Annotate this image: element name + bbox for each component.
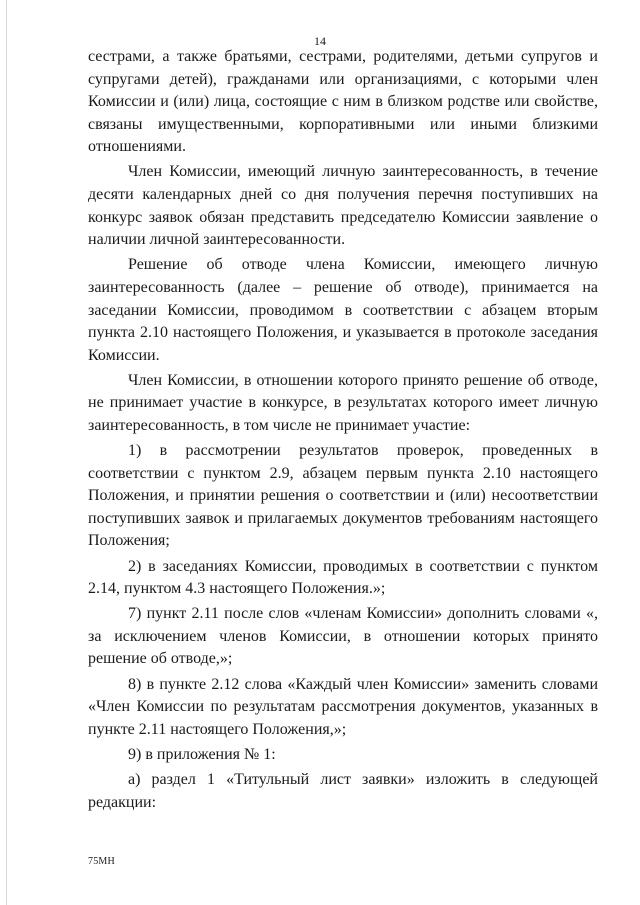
list-item-a: а) раздел 1 «Титульный лист заявки» изложить в следующей редакции:	[88, 770, 598, 811]
list-item-1: 1) в рассмотрении результатов проверок, проведенных в соответствии с пунктом 2.9, абзацем первым пункта 2.10 настоящего Положения, и принятии решения о соответствии и (или) несоответствии поступивших заявок и прилагаемых документов требованиям настоящего Положения;	[88, 442, 598, 550]
list-item-2: 2) в заседаниях Комиссии, проводимых в соответствии с пунктом 2.14, пунктом 4.3 настоящего Положения.»;	[88, 557, 598, 598]
list-item-7: 7) пункт 2.11 после слов «членам Комиссии» дополнить словами «, за исключением членов Комиссии, в отношении которых принято решение об отводе,»;	[88, 605, 598, 668]
paragraph-recusal-decision: Решение об отводе члена Комиссии, имеющего личную заинтересованность (далее – решение об отводе), принимается на заседании Комиссии, проводимом в соответствии с абзацем вторым пункта 2.10 настоящего Положения, и указывается в протоколе заседания Комиссии.	[88, 256, 598, 364]
document-body	[88, 46, 598, 817]
footer-document-code: 75МН	[88, 856, 115, 867]
page-number: 14	[314, 34, 326, 48]
scan-edge-line	[6, 0, 7, 905]
list-item-9: 9) в приложения № 1:	[128, 745, 276, 763]
list-item-8: 8) в пункте 2.12 слова «Каждый член Комиссии» заменить словами «Член Комиссии по результатам рассмотрения документов, указанных в пункте 2.11 настоящего Положения,»;	[88, 675, 598, 738]
paragraph-personal-interest: Член Комиссии, имеющий личную заинтересованность, в течение десяти календарных дней со дня получения перечня поступивших на конкурс заявок обязан представить председателю Комиссии заявление о наличии личной заинтересованности.	[88, 163, 598, 249]
paragraph-recused-member: Член Комиссии, в отношении которого принято решение об отводе, не принимает участие в конкурсе, в результатах которого имеет личную заинтересованность, в том числе не принимает участие:	[88, 371, 598, 434]
paragraph-continuation: сестрами, а также братьями, сестрами, родителями, детьми супругов и супругами детей), гражданами или организациями, с которыми член Комиссии и (или) лица, состоящие с ним в близком родстве или свойстве, связаны имущественными, корпоративными или иными близкими отношениями.	[88, 48, 598, 156]
